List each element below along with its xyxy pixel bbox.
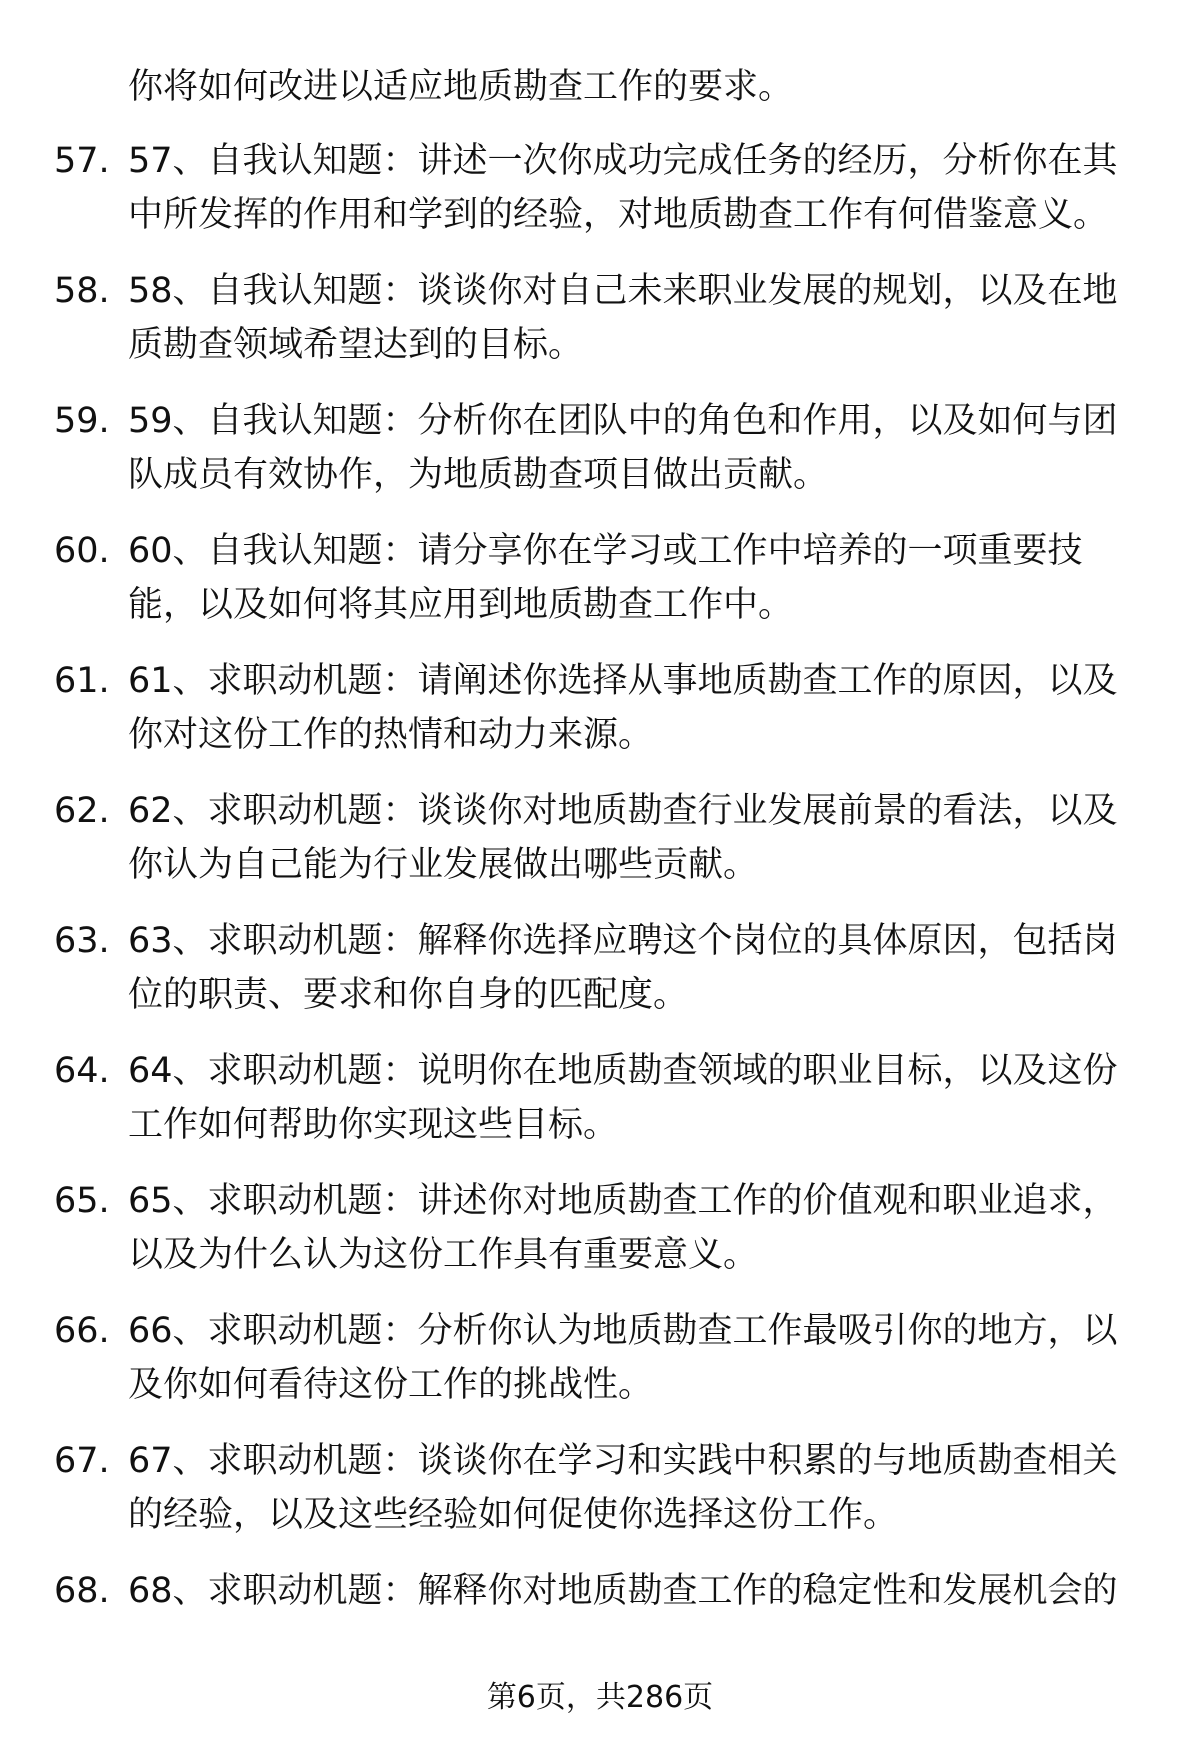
question-item (54, 524, 1144, 632)
question-text: 67、求职动机题：谈谈你在学习和实践中积累的与地质勘查相关的经验，以及这些经验如何促使你选择这份工作。 (128, 1441, 1118, 1535)
question-text: 58、自我认知题：谈谈你对自己未来职业发展的规划，以及在地质勘查领域希望达到的目标。 (128, 271, 1118, 365)
question-item (54, 1434, 1144, 1542)
question-text: 57、自我认知题：讲述一次你成功完成任务的经历，分析你在其中所发挥的作用和学到的经验，对地质勘查工作有何借鉴意义。 (128, 141, 1118, 235)
question-item (54, 654, 1144, 762)
question-number: 65. (54, 1181, 110, 1221)
question-list (54, 134, 1144, 1618)
question-text: 62、求职动机题：谈谈你对地质勘查行业发展前景的看法，以及你认为自己能为行业发展做出哪些贡献。 (128, 791, 1118, 885)
question-number: 60. (54, 531, 110, 571)
question-number: 58. (54, 271, 110, 311)
question-item (54, 1304, 1144, 1412)
question-number: 57. (54, 141, 110, 181)
question-text: 68、求职动机题：解释你对地质勘查工作的稳定性和发展机会的 (128, 1571, 1118, 1611)
question-item (54, 264, 1144, 372)
question-text: 60、自我认知题：请分享你在学习或工作中培养的一项重要技能，以及如何将其应用到地质勘查工作中。 (128, 531, 1083, 625)
question-item (54, 1564, 1144, 1618)
question-number: 61. (54, 661, 110, 701)
question-text: 64、求职动机题：说明你在地质勘查领域的职业目标，以及这份工作如何帮助你实现这些目标。 (128, 1051, 1118, 1145)
question-item (54, 784, 1144, 892)
question-number: 59. (54, 401, 110, 441)
question-number: 62. (54, 791, 110, 831)
question-text: 59、自我认知题：分析你在团队中的角色和作用，以及如何与团队成员有效协作，为地质勘查项目做出贡献。 (128, 401, 1118, 495)
question-item (54, 134, 1144, 242)
question-number: 68. (54, 1571, 110, 1611)
question-number: 63. (54, 921, 110, 961)
question-number: 66. (54, 1311, 110, 1351)
question-number: 67. (54, 1441, 110, 1481)
question-text: 61、求职动机题：请阐述你选择从事地质勘查工作的原因，以及你对这份工作的热情和动力来源。 (128, 661, 1118, 755)
question-item (54, 1174, 1144, 1282)
continuation-text: 你将如何改进以适应地质勘查工作的要求。 (128, 67, 794, 107)
question-text: 63、求职动机题：解释你选择应聘这个岗位的具体原因，包括岗位的职责、要求和你自身的匹配度。 (128, 921, 1118, 1015)
question-item (54, 394, 1144, 502)
question-number: 64. (54, 1051, 110, 1091)
question-text: 65、求职动机题：讲述你对地质勘查工作的价值观和职业追求，以及为什么认为这份工作具有重要意义。 (128, 1181, 1118, 1275)
question-item (54, 1044, 1144, 1152)
question-item (54, 914, 1144, 1022)
question-text: 66、求职动机题：分析你认为地质勘查工作最吸引你的地方，以及你如何看待这份工作的挑战性。 (128, 1311, 1118, 1405)
page-footer: 第6页，共286页 (486, 1680, 714, 1715)
